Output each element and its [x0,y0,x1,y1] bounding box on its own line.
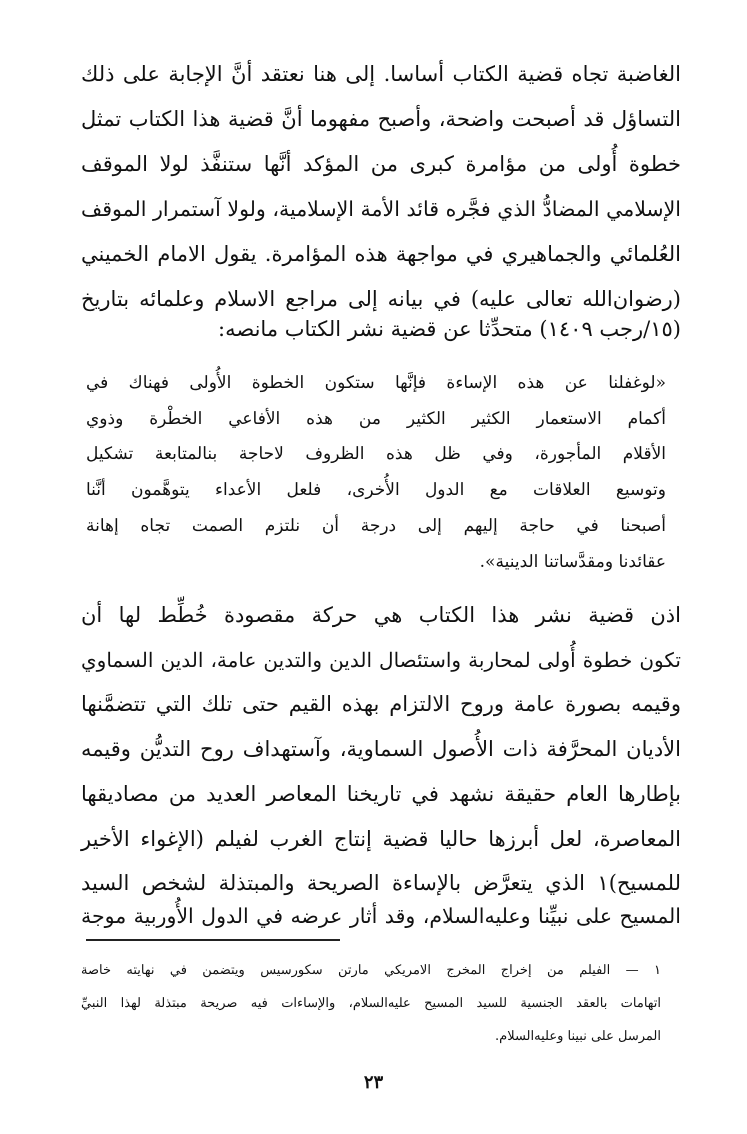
paragraph1-line-1: الغاضبة تجاه قضية الكتاب أساسا. إلى هنا نعتقد أنَّ الإجابة على ذلك [81,62,681,86]
footnote-line-3: المرسل على نبينا وعليه‌السلام. [495,1029,661,1044]
paragraph2-line-7: للمسيح)١ الذي يتعرَّض بالإساءة الصريحة والمبتذلة لشخص السيد [81,871,681,895]
paragraph2-line-5: بإطارها العام حقيقة نشهد في تاريخنا المعاصر العديد من مصاديقها [81,782,681,806]
quote-line-1: «لوغفلنا عن هذه الإساءة فإنَّها ستكون الخطوة الأُولى فهناك في [86,373,666,393]
paragraph1-line-2: التساؤل قد أصبحت واضحة، وأصبح مفهوما أنَّ قضية هذا الكتاب تمثل [81,107,681,131]
paragraph1-line-3: خطوة أُولى من مؤامرة كبرى من المؤكد أنَّها ستنفَّذ لولا الموقف [81,152,681,176]
paragraph2-line-6: المعاصرة، لعل أبرزها حاليا قضية إنتاج الغرب لفيلم (الإغواء الأخير [81,827,681,851]
quote-line-6: عقائدنا ومقدَّساتنا الدينية». [479,552,666,572]
quote-line-2: أكمام الاستعمار الكثير الكثير من هذه الأفاعي الخطْرة وذوي [86,409,666,429]
paragraph2-line-3: وقيمه بصورة عامة وروح الالتزام بهذه القيم حتى تلك التي تتضمَّنها [81,692,681,716]
page-number: ٢٣ [363,1072,384,1093]
paragraph1-line-6: (رضوان‌الله تعالى عليه) في بيانه إلى مراجع الاسلام وعلمائه بتاريخ [81,287,681,311]
footnote-separator [86,939,340,941]
paragraph2-line-2: تكون خطوة أُولى لمحاربة واستئصال الدين والتدين عامة، الدين السماوي [81,648,681,672]
quote-line-5: أصبحنا في حاجة إليهم إلى درجة أن نلتزم الصمت تجاه إهانة [86,516,666,536]
paragraph2-line-8: المسيح على نبيِّنا وعليه‌السلام، وقد أثار عرضه في الدول الأُوربية موجة [81,904,681,928]
paragraph2-line-1: اذن قضية نشر هذا الكتاب هي حركة مقصودة خُطِّط لها أن [81,603,681,627]
quote-line-3: الأقلام المأجورة، وفي ظل هذه الظروف لاحاجة بنالمتابعة تشكيل [86,444,666,464]
paragraph2-line-4: الأديان المحرَّفة ذات الأُصول السماوية، وآستهداف روح التديُّن وقيمه [81,737,681,761]
paragraph1-line-5: العُلمائي والجماهيري في مواجهة هذه المؤامرة. يقول الامام الخميني [81,242,681,266]
paragraph1-line-7: (١٥/رجب ١٤٠٩) متحدِّثا عن قضية نشر الكتاب مانصه: [218,317,681,341]
footnote-line-1: ١ — الفيلم من إخراج المخرج الامريكي مارتن سكورسيس ويتضمن في نهايته خاصة [81,963,661,978]
footnote-line-2: اتهامات بالعقد الجنسية للسيد المسيح عليه‌السلام، والإساءات فيه صريحة مبتذلة لهذا النبيِّ [81,996,661,1011]
quote-line-4: وتوسيع العلاقات مع الدول الأُخرى، فلعل الأعداء يتوهَّمون أنَّنا [86,480,666,500]
paragraph1-line-4: الإسلامي المضادُّ الذي فجَّره قائد الأمة الإسلامية، ولولا آستمرار الموقف [81,197,681,221]
